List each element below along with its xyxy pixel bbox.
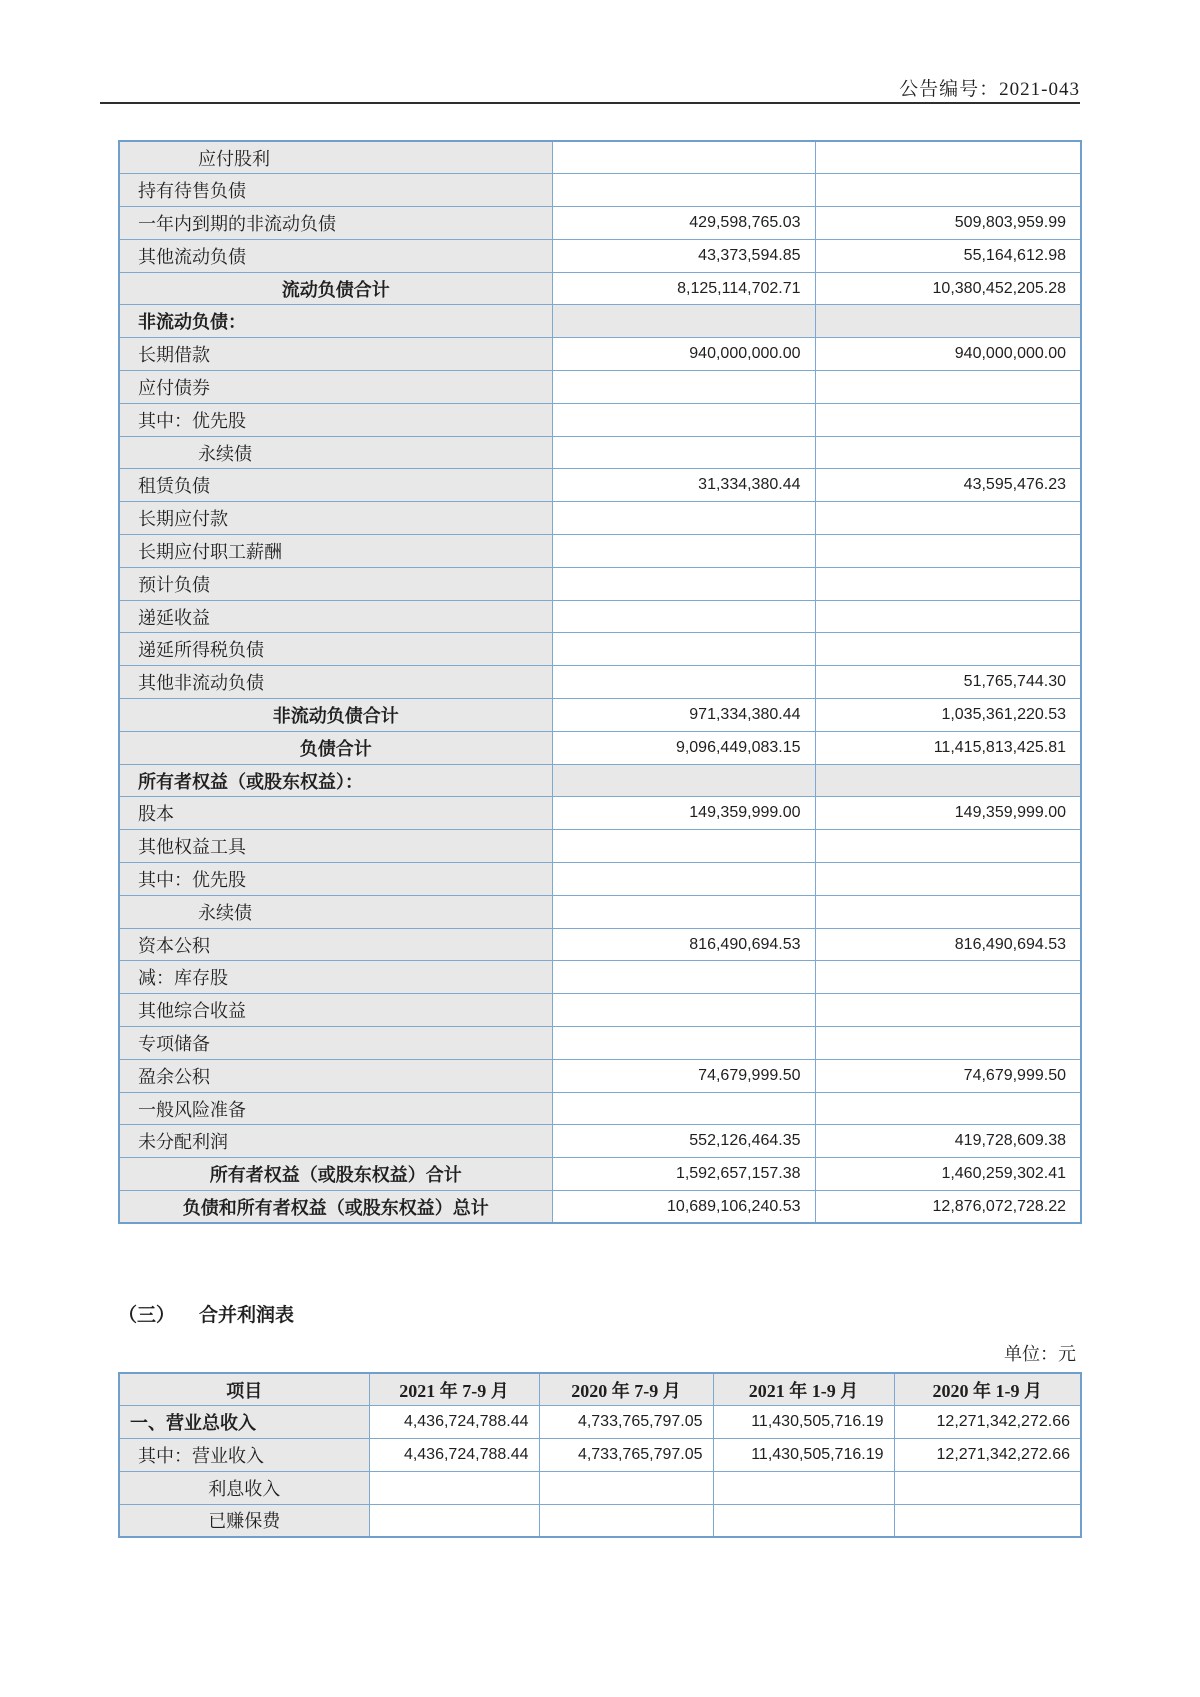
row-label-cell: 递延所得税负债 (119, 633, 552, 666)
value-cell-prior (815, 994, 1081, 1027)
row-label-cell: 所有者权益（或股东权益）合计 (119, 1158, 552, 1191)
value-cell-prior (815, 403, 1081, 436)
row-label-cell: 一年内到期的非流动负债 (119, 207, 552, 240)
value-cell-current (552, 141, 815, 174)
table-row (119, 403, 1081, 436)
value-cell-current: 31,334,380.44 (552, 469, 815, 502)
table-row (119, 1125, 1081, 1158)
table-row (119, 600, 1081, 633)
row-label-cell: 其中：优先股 (119, 863, 552, 896)
value-cell-current: 429,598,765.03 (552, 207, 815, 240)
value-cell-prior: 419,728,609.38 (815, 1125, 1081, 1158)
row-label-cell: 未分配利润 (119, 1125, 552, 1158)
table-row (119, 1191, 1081, 1224)
income-statement-body (119, 1406, 1081, 1537)
column-header-cell: 2020 年 1-9 月 (894, 1373, 1081, 1406)
column-header-cell: 2020 年 7-9 月 (539, 1373, 713, 1406)
value-cell-prior (815, 1027, 1081, 1060)
table-row (119, 731, 1081, 764)
value-cell-prior (815, 141, 1081, 174)
row-label-cell: 永续债 (119, 895, 552, 928)
row-label-cell: 长期应付款 (119, 502, 552, 535)
value-cell: 12,271,342,272.66 (894, 1406, 1081, 1439)
table-row (119, 1504, 1081, 1537)
table-row (119, 1059, 1081, 1092)
value-cell: 4,436,724,788.44 (369, 1406, 539, 1439)
value-cell-prior: 74,679,999.50 (815, 1059, 1081, 1092)
value-cell-current (552, 567, 815, 600)
value-cell-current (552, 764, 815, 797)
table-row (119, 1158, 1081, 1191)
value-cell: 4,436,724,788.44 (369, 1439, 539, 1472)
table-row (119, 436, 1081, 469)
value-cell (713, 1471, 894, 1504)
value-cell-prior (815, 535, 1081, 568)
table-row (119, 1439, 1081, 1472)
row-label-cell: 其中：优先股 (119, 403, 552, 436)
value-cell-current (552, 1092, 815, 1125)
balance-sheet-table (118, 140, 1082, 1224)
value-cell-prior (815, 436, 1081, 469)
value-cell-current: 9,096,449,083.15 (552, 731, 815, 764)
value-cell-prior: 816,490,694.53 (815, 928, 1081, 961)
value-cell-prior (815, 764, 1081, 797)
table-row (119, 1092, 1081, 1125)
column-header-cell: 2021 年 7-9 月 (369, 1373, 539, 1406)
table-row (119, 764, 1081, 797)
value-cell-prior (815, 863, 1081, 896)
table-row (119, 1027, 1081, 1060)
value-cell (539, 1504, 713, 1537)
value-cell-current (552, 961, 815, 994)
value-cell (539, 1471, 713, 1504)
row-label-cell: 非流动负债： (119, 305, 552, 338)
table-row (119, 633, 1081, 666)
value-cell-current: 10,689,106,240.53 (552, 1191, 815, 1224)
value-cell-prior: 509,803,959.99 (815, 207, 1081, 240)
value-cell-prior: 149,359,999.00 (815, 797, 1081, 830)
balance-sheet-body (119, 141, 1081, 1223)
row-label-cell: 其他综合收益 (119, 994, 552, 1027)
row-label-cell: 应付债券 (119, 371, 552, 404)
row-label-cell: 持有待售负债 (119, 174, 552, 207)
section-title: 合并利润表 (199, 1305, 295, 1326)
table-row (119, 239, 1081, 272)
value-cell: 11,430,505,716.19 (713, 1406, 894, 1439)
table-row (119, 371, 1081, 404)
income-statement-table (118, 1372, 1082, 1538)
row-label-cell: 利息收入 (119, 1471, 369, 1504)
value-cell-prior: 1,035,361,220.53 (815, 699, 1081, 732)
row-label-cell: 应付股利 (119, 141, 552, 174)
table-row (119, 699, 1081, 732)
value-cell-prior (815, 633, 1081, 666)
value-cell-current (552, 535, 815, 568)
table-row (119, 830, 1081, 863)
row-label-cell: 永续债 (119, 436, 552, 469)
value-cell: 4,733,765,797.05 (539, 1406, 713, 1439)
announcement-number: 公告编号：2021-043 (899, 79, 1080, 100)
value-cell-current (552, 863, 815, 896)
value-cell-current (552, 895, 815, 928)
row-label-cell: 一般风险准备 (119, 1092, 552, 1125)
row-label-cell: 负债合计 (119, 731, 552, 764)
table-row (119, 305, 1081, 338)
value-cell-current: 940,000,000.00 (552, 338, 815, 371)
row-label-cell: 其他权益工具 (119, 830, 552, 863)
row-label-cell: 流动负债合计 (119, 272, 552, 305)
value-cell-prior (815, 895, 1081, 928)
value-cell-current: 149,359,999.00 (552, 797, 815, 830)
table-row (119, 174, 1081, 207)
value-cell (369, 1471, 539, 1504)
table-row (119, 994, 1081, 1027)
section-heading (118, 1300, 294, 1327)
value-cell (713, 1504, 894, 1537)
row-label-cell: 递延收益 (119, 600, 552, 633)
value-cell-prior (815, 502, 1081, 535)
table-row (119, 666, 1081, 699)
row-label-cell: 一、营业总收入 (119, 1406, 369, 1439)
value-cell-current (552, 305, 815, 338)
value-cell-current (552, 371, 815, 404)
table-row (119, 567, 1081, 600)
table-row (119, 1471, 1081, 1504)
value-cell-prior: 11,415,813,425.81 (815, 731, 1081, 764)
value-cell-prior: 51,765,744.30 (815, 666, 1081, 699)
value-cell-current (552, 994, 815, 1027)
row-label-cell: 长期借款 (119, 338, 552, 371)
value-cell-prior: 10,380,452,205.28 (815, 272, 1081, 305)
table-row (119, 928, 1081, 961)
value-cell-prior (815, 305, 1081, 338)
table-row (119, 797, 1081, 830)
row-label-cell: 其中：营业收入 (119, 1439, 369, 1472)
value-cell-prior: 12,876,072,728.22 (815, 1191, 1081, 1224)
section-index: （三） (118, 1305, 176, 1326)
column-header-cell: 2021 年 1-9 月 (713, 1373, 894, 1406)
table-row (119, 1406, 1081, 1439)
value-cell-prior (815, 600, 1081, 633)
value-cell-current (552, 600, 815, 633)
value-cell-current (552, 633, 815, 666)
row-label-cell: 盈余公积 (119, 1059, 552, 1092)
value-cell-prior (815, 371, 1081, 404)
table-row (119, 535, 1081, 568)
unit-label: 单位：元 (1004, 1344, 1076, 1364)
value-cell-current (552, 174, 815, 207)
value-cell-current (552, 436, 815, 469)
row-label-cell: 减：库存股 (119, 961, 552, 994)
table-row (119, 272, 1081, 305)
value-cell: 11,430,505,716.19 (713, 1439, 894, 1472)
value-cell-prior (815, 174, 1081, 207)
value-cell-prior (815, 961, 1081, 994)
row-label-cell: 负债和所有者权益（或股东权益）总计 (119, 1191, 552, 1224)
value-cell (894, 1471, 1081, 1504)
row-label-cell: 预计负债 (119, 567, 552, 600)
value-cell-current (552, 666, 815, 699)
header-rule (100, 102, 1080, 104)
value-cell-current: 816,490,694.53 (552, 928, 815, 961)
value-cell-current: 1,592,657,157.38 (552, 1158, 815, 1191)
value-cell-current: 8,125,114,702.71 (552, 272, 815, 305)
table-row (119, 895, 1081, 928)
table-row (119, 207, 1081, 240)
value-cell-current: 552,126,464.35 (552, 1125, 815, 1158)
value-cell-prior (815, 830, 1081, 863)
header-row (119, 1373, 1081, 1406)
table-row (119, 961, 1081, 994)
row-label-cell: 租赁负债 (119, 469, 552, 502)
table-row (119, 863, 1081, 896)
value-cell-current (552, 830, 815, 863)
value-cell-current: 43,373,594.85 (552, 239, 815, 272)
table-row (119, 502, 1081, 535)
value-cell-prior: 940,000,000.00 (815, 338, 1081, 371)
value-cell-prior (815, 567, 1081, 600)
column-header-cell: 项目 (119, 1373, 369, 1406)
value-cell: 12,271,342,272.66 (894, 1439, 1081, 1472)
value-cell (369, 1504, 539, 1537)
table-row (119, 338, 1081, 371)
table-row (119, 469, 1081, 502)
value-cell (894, 1504, 1081, 1537)
income-statement-header (119, 1373, 1081, 1406)
row-label-cell: 其他流动负债 (119, 239, 552, 272)
value-cell: 4,733,765,797.05 (539, 1439, 713, 1472)
row-label-cell: 股本 (119, 797, 552, 830)
row-label-cell: 资本公积 (119, 928, 552, 961)
value-cell-current (552, 502, 815, 535)
row-label-cell: 所有者权益（或股东权益）： (119, 764, 552, 797)
value-cell-prior: 43,595,476.23 (815, 469, 1081, 502)
row-label-cell: 长期应付职工薪酬 (119, 535, 552, 568)
value-cell-prior: 55,164,612.98 (815, 239, 1081, 272)
value-cell-prior: 1,460,259,302.41 (815, 1158, 1081, 1191)
value-cell-current: 74,679,999.50 (552, 1059, 815, 1092)
row-label-cell: 已赚保费 (119, 1504, 369, 1537)
value-cell-prior (815, 1092, 1081, 1125)
value-cell-current: 971,334,380.44 (552, 699, 815, 732)
value-cell-current (552, 1027, 815, 1060)
value-cell-current (552, 403, 815, 436)
row-label-cell: 专项储备 (119, 1027, 552, 1060)
row-label-cell: 非流动负债合计 (119, 699, 552, 732)
table-row (119, 141, 1081, 174)
row-label-cell: 其他非流动负债 (119, 666, 552, 699)
